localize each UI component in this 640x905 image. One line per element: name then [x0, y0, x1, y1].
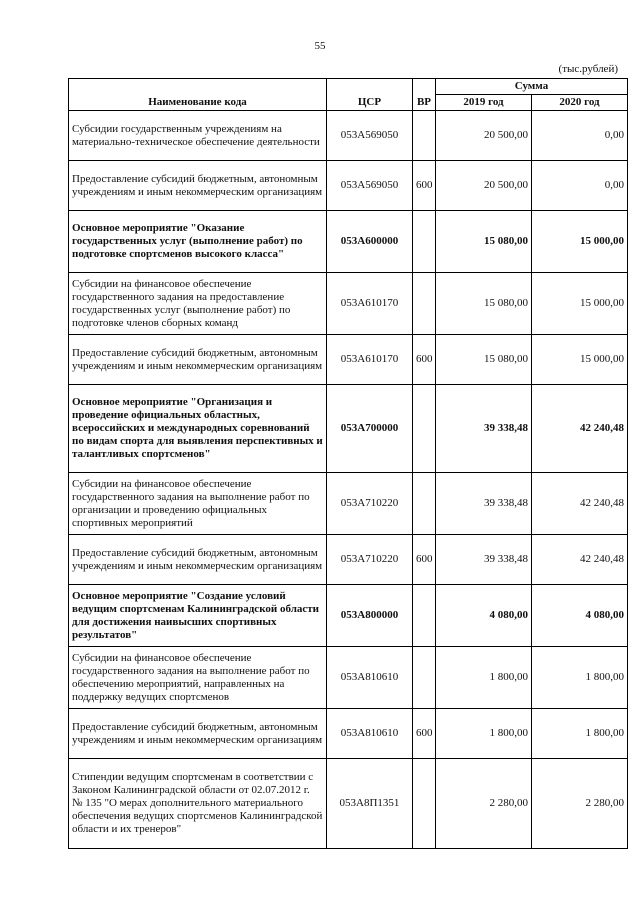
table-body: [69, 111, 628, 849]
row-csr-cell: 053А710220: [327, 473, 413, 535]
row-csr-cell: 053А610170: [327, 335, 413, 385]
row-vr-cell: [413, 385, 436, 473]
row-2020-cell: 0,00: [532, 161, 628, 211]
table-row: [69, 273, 628, 335]
header-sum: Сумма: [436, 79, 628, 95]
row-csr-cell: 053А800000: [327, 585, 413, 647]
table-row: [69, 111, 628, 161]
header-year-2020: 2020 год: [532, 95, 628, 111]
row-2020-cell: 1 800,00: [532, 709, 628, 759]
row-name-cell: Основное мероприятие "Организация и проведение официальных областных, всероссийских и международных соревнований по видам спорта для выявления перспективных и талантливых спортсменов": [69, 385, 327, 473]
table-header: [69, 79, 628, 111]
row-name-cell: Предоставление субсидий бюджетным, автономным учреждениям и иным некоммерческим организациям: [69, 709, 327, 759]
table-row: [69, 647, 628, 709]
row-csr-cell: 053А810610: [327, 647, 413, 709]
row-vr-cell: [413, 585, 436, 647]
row-vr-cell: 600: [413, 161, 436, 211]
row-name-cell: Субсидии на финансовое обеспечение государственного задания на выполнение работ по обеспечению мероприятий, направленных на поддержку ведущих спортсменов: [69, 647, 327, 709]
row-vr-cell: [413, 759, 436, 849]
row-csr-cell: 053А700000: [327, 385, 413, 473]
row-csr-cell: 053А569050: [327, 161, 413, 211]
row-2020-cell: 15 000,00: [532, 211, 628, 273]
table-row: [69, 585, 628, 647]
row-csr-cell: 053А600000: [327, 211, 413, 273]
page-number: 55: [314, 40, 326, 52]
row-csr-cell: 053А569050: [327, 111, 413, 161]
table-row: [69, 759, 628, 849]
header-name: Наименование кода: [69, 79, 327, 111]
row-csr-cell: 053А8П1351: [327, 759, 413, 849]
table-row: [69, 335, 628, 385]
row-2019-cell: 1 800,00: [436, 709, 532, 759]
row-name-cell: Субсидии на финансовое обеспечение государственного задания на предоставление государственных услуг (выполнение работ) по подготовке членов сборных команд: [69, 273, 327, 335]
row-name-cell: Предоставление субсидий бюджетным, автономным учреждениям и иным некоммерческим организациям: [69, 161, 327, 211]
row-vr-cell: 600: [413, 535, 436, 585]
header-csr: ЦСР: [327, 79, 413, 111]
row-csr-cell: 053А810610: [327, 709, 413, 759]
row-vr-cell: [413, 273, 436, 335]
row-name-cell: Стипендии ведущим спортсменам в соответствии с Законом Калининградской области от 02.07.2012 г. № 135 "О мерах дополнительного материального обеспечения ведущих спортсменов Калининградской области и их тренеров": [69, 759, 327, 849]
row-2019-cell: 39 338,48: [436, 535, 532, 585]
header-year-2019: 2019 год: [436, 95, 532, 111]
row-name-cell: Предоставление субсидий бюджетным, автономным учреждениям и иным некоммерческим организациям: [69, 535, 327, 585]
header-vr: ВР: [413, 79, 436, 111]
table-row: [69, 473, 628, 535]
row-2019-cell: 20 500,00: [436, 161, 532, 211]
row-2020-cell: 15 000,00: [532, 335, 628, 385]
row-vr-cell: 600: [413, 335, 436, 385]
table-row: [69, 535, 628, 585]
table-row: [69, 161, 628, 211]
row-2019-cell: 4 080,00: [436, 585, 532, 647]
row-2020-cell: 1 800,00: [532, 647, 628, 709]
row-vr-cell: [413, 211, 436, 273]
table-row: [69, 709, 628, 759]
row-2020-cell: 2 280,00: [532, 759, 628, 849]
row-name-cell: Субсидии на финансовое обеспечение государственного задания на выполнение работ по организации и проведению официальных спортивных мероприятий: [69, 473, 327, 535]
row-2020-cell: 4 080,00: [532, 585, 628, 647]
row-vr-cell: 600: [413, 709, 436, 759]
row-2019-cell: 15 080,00: [436, 273, 532, 335]
row-csr-cell: 053А710220: [327, 535, 413, 585]
budget-table: [68, 78, 628, 849]
units-label: (тыс.рублей): [558, 63, 618, 75]
row-2020-cell: 42 240,48: [532, 535, 628, 585]
table-row: [69, 385, 628, 473]
row-2019-cell: 39 338,48: [436, 473, 532, 535]
row-2019-cell: 15 080,00: [436, 211, 532, 273]
row-2019-cell: 2 280,00: [436, 759, 532, 849]
row-vr-cell: [413, 111, 436, 161]
row-name-cell: Субсидии государственным учреждениям на материально-техническое обеспечение деятельности: [69, 111, 327, 161]
row-2019-cell: 15 080,00: [436, 335, 532, 385]
row-2019-cell: 1 800,00: [436, 647, 532, 709]
row-csr-cell: 053А610170: [327, 273, 413, 335]
table-row: [69, 211, 628, 273]
row-2019-cell: 20 500,00: [436, 111, 532, 161]
row-vr-cell: [413, 473, 436, 535]
row-2020-cell: 42 240,48: [532, 473, 628, 535]
row-name-cell: Основное мероприятие "Оказание государственных услуг (выполнение работ) по подготовке спортсменов высокого класса": [69, 211, 327, 273]
row-name-cell: Предоставление субсидий бюджетным, автономным учреждениям и иным некоммерческим организациям: [69, 335, 327, 385]
row-2020-cell: 42 240,48: [532, 385, 628, 473]
row-2019-cell: 39 338,48: [436, 385, 532, 473]
row-name-cell: Основное мероприятие "Создание условий ведущим спортсменам Калининградской области для достижения наивысших спортивных результатов": [69, 585, 327, 647]
row-2020-cell: 15 000,00: [532, 273, 628, 335]
row-vr-cell: [413, 647, 436, 709]
row-2020-cell: 0,00: [532, 111, 628, 161]
